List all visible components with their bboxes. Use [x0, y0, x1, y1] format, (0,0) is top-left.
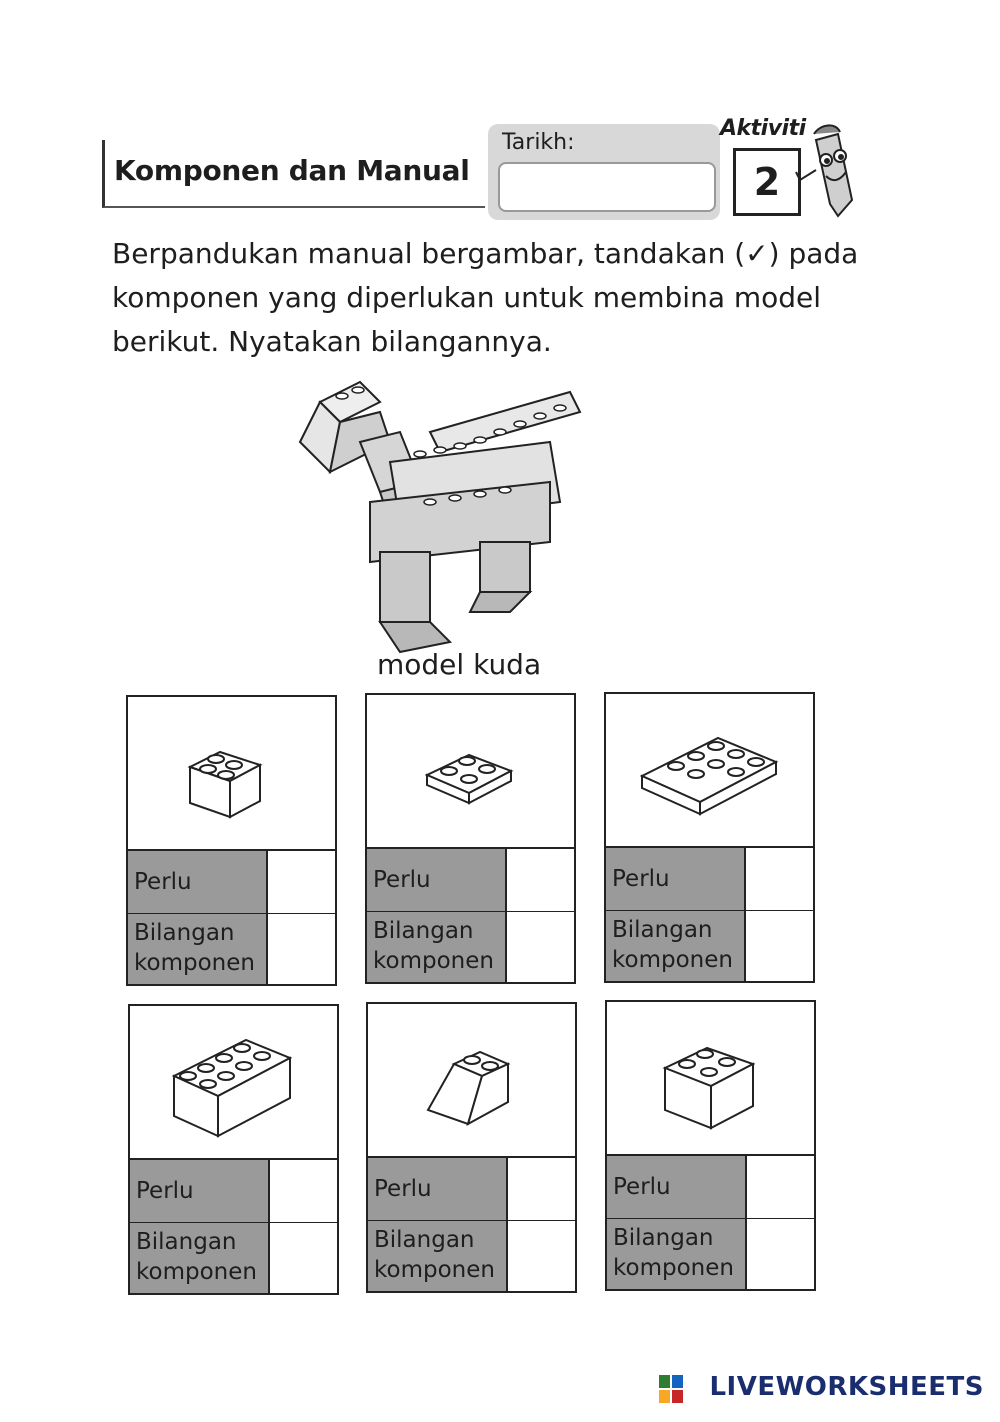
- count-input[interactable]: [507, 912, 574, 982]
- component-picture: [130, 1006, 337, 1160]
- count-label: Bilangan komponen: [130, 1223, 270, 1293]
- brick-2x4-icon: [130, 1006, 337, 1158]
- component-card: [366, 1002, 577, 1293]
- count-input[interactable]: [747, 1219, 814, 1289]
- component-card: [604, 692, 815, 983]
- need-checkbox[interactable]: [508, 1158, 575, 1220]
- count-input[interactable]: [746, 911, 813, 981]
- need-label: Perlu: [130, 1160, 270, 1222]
- page-title: Komponen dan Manual: [114, 154, 470, 187]
- component-card: [605, 1000, 816, 1291]
- count-label: Bilangan komponen: [607, 1219, 747, 1289]
- need-checkbox[interactable]: [270, 1160, 337, 1222]
- liveworksheets-logo-icon: [658, 1374, 684, 1404]
- need-checkbox[interactable]: [747, 1156, 814, 1218]
- need-label: Perlu: [368, 1158, 508, 1220]
- horse-model-illustration: [280, 362, 640, 662]
- activity-label: Aktiviti: [720, 116, 806, 141]
- component-picture: [368, 1004, 575, 1158]
- need-label: Perlu: [128, 851, 268, 913]
- count-input[interactable]: [268, 914, 335, 984]
- count-label: Bilangan komponen: [368, 1221, 508, 1291]
- date-input[interactable]: [498, 162, 716, 212]
- date-label: Tarikh:: [502, 130, 575, 155]
- brand-name: LIVEWORKSHEETS: [709, 1372, 984, 1402]
- component-card: [128, 1004, 339, 1295]
- need-checkbox[interactable]: [268, 851, 335, 913]
- count-input[interactable]: [508, 1221, 575, 1291]
- pencil-mascot-icon: [786, 120, 866, 220]
- component-card: [126, 695, 337, 986]
- component-picture: [606, 694, 813, 848]
- count-label: Bilangan komponen: [606, 911, 746, 981]
- component-picture: [128, 697, 335, 851]
- plate-2x2-icon: [367, 695, 574, 847]
- component-card: [365, 693, 576, 984]
- instructions: Berpandukan manual bergambar, tandakan (✓) pada komponen yang diperlukan untuk membina model berikut. Nyatakan bilangannya.: [112, 237, 859, 358]
- count-label: Bilangan komponen: [367, 912, 507, 982]
- need-label: Perlu: [606, 848, 746, 910]
- brick-2x2-icon: [128, 697, 335, 849]
- brick-2x2-tall-icon: [607, 1002, 814, 1154]
- need-checkbox[interactable]: [507, 849, 574, 911]
- need-label: Perlu: [367, 849, 507, 911]
- component-picture: [607, 1002, 814, 1156]
- component-picture: [367, 695, 574, 849]
- need-label: Perlu: [607, 1156, 747, 1218]
- plate-2x4-icon: [606, 694, 813, 846]
- count-input[interactable]: [270, 1223, 337, 1293]
- need-checkbox[interactable]: [746, 848, 813, 910]
- count-label: Bilangan komponen: [128, 914, 268, 984]
- model-caption: model kuda: [377, 648, 542, 681]
- slope-brick-icon: [368, 1004, 575, 1156]
- activity-number: 2: [733, 148, 801, 216]
